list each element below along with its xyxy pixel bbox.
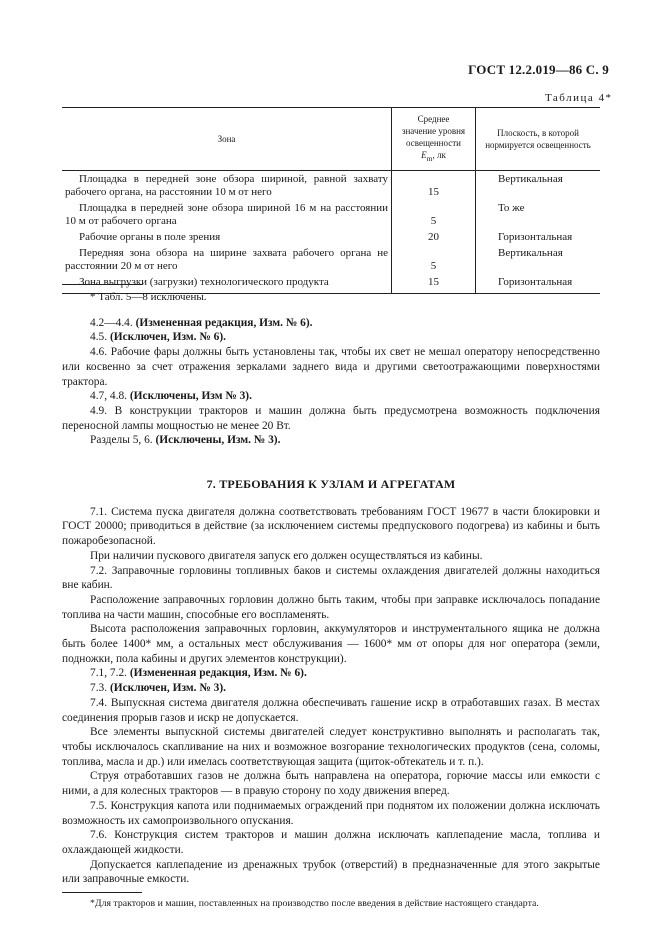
col-header-average-line-4: [395, 149, 472, 165]
table-cell-plane: Вертикальная: [498, 172, 563, 185]
section-7-title: 7. ТРЕБОВАНИЯ К УЗЛАМ И АГРЕГАТАМ: [206, 477, 456, 492]
col-header-average-subscript: m: [426, 153, 433, 163]
footnote: *Для тракторов и машин, поставленных на производство после введения в действие настоящего стандарта.: [90, 898, 539, 910]
paragraph-7-1-7-2-number: 7.1, 7.2.: [90, 667, 130, 680]
paragraph-7-2-b: Расположение заправочных горловин должно быть таким, чтобы при заправке исключалось попадание топлива на части машин, способные его воспламенять.: [62, 593, 600, 621]
table-caption: [545, 92, 611, 104]
paragraph-7-2: 7.2. Заправочные горловины топливных баков и системы охлаждения двигателей должны находиться вне кабин.: [62, 564, 600, 592]
paragraph-4-7-number: 4.7, 4.8.: [90, 390, 130, 403]
paragraph-7-1-7-2-amendment: [62, 666, 600, 681]
table-cell-value: 15: [392, 274, 476, 294]
paragraph-7-4-b: Все элементы выпускной системы двигателей следует конструктивно выполнять и располагать так, чтобы исключалось скапливание на них и возможное возгорание технологических продуктов (сена, соломы, топлива, масла и др.) или имелась соответствующая защита (щиток-обтекатель и т. п.).: [62, 726, 600, 768]
col-header-average-line-2: значение уровня: [401, 126, 466, 136]
footnote-divider: [62, 892, 142, 893]
paragraph-4-2-number: 4.2—4.4.: [90, 316, 136, 329]
table-cell-plane: Горизонтальная: [476, 274, 601, 294]
table-row: [62, 200, 600, 229]
col-header-average-unit: , лк: [432, 150, 446, 160]
table-cell-zone: Рабочие органы в поле зрения: [62, 229, 392, 245]
table-cell-value: 15: [392, 170, 476, 200]
col-header-average-symbol: E: [421, 150, 427, 160]
table-caption-text: Таблица 4: [544, 92, 606, 104]
paragraph-7-1: 7.1. Система пуска двигателя должна соответствовать требованиям ГОСТ 19677 в части блокировки и ГОСТ 20000; приводиться в действие (за исключением системы предпускового подогрева) из кабины и быть пожаробезопасной.: [62, 505, 600, 548]
col-header-zone: Зона: [62, 108, 392, 171]
col-header-plane: Плоскость, в которой нормируется освещенность: [476, 108, 601, 171]
col-header-average-line-3: освещенности: [406, 138, 461, 148]
paragraph-4-7: [62, 389, 600, 404]
paragraph-7-4: 7.4. Выпускная система двигателя должна обеспечивать гашение искр в отработавших газах. В местах соединения прорыв газов и искр не допускается.: [62, 696, 600, 724]
table-cell-zone: Зона выгрузки (загрузки) технологического продукта: [62, 274, 392, 294]
table-cell-plane: То же: [498, 201, 525, 214]
paragraph-7-1-b: При наличии пускового двигателя запуск его должен осуществляться из кабины.: [90, 549, 483, 562]
table-cell-plane: Горизонтальная: [498, 230, 573, 243]
col-header-average-line-1: Среднее: [417, 114, 450, 124]
table-cell-zone: Площадка в передней зоне обзора шириной 16 м на расстоянии 10 м от рабочего органа: [62, 200, 392, 229]
table-note-divider: [62, 284, 142, 285]
paragraph-4-2-amendment: (Измененная редакция, Изм. № 6).: [135, 316, 313, 329]
paragraph-7-1-7-2-note: (Измененная редакция, Изм. № 6).: [129, 667, 307, 680]
table-cell-plane: Вертикальная: [498, 246, 563, 259]
table-cell-zone: Передняя зона обзора на ширине захвата рабочего органа не расстоянии 20 м от него: [62, 245, 392, 274]
table-row: [62, 245, 600, 274]
paragraph-7-3-number: 7.3.: [90, 682, 110, 695]
paragraph-7-3: [62, 681, 600, 696]
paragraph-sections-5-6: [62, 433, 600, 448]
paragraph-7-5: 7.5. Конструкция капота или поднимаемых ограждений при поднятом их положении должна исключать возможность их самопроизвольного опускания.: [62, 799, 600, 827]
table-row: [62, 170, 600, 200]
paragraph-4-5-amendment: (Исключен, Изм. № 6).: [109, 331, 226, 344]
table-header-row: [62, 108, 600, 171]
paragraph-7-2-c: Высота расположения заправочных горловин, аккумуляторов и инструментального ящика не должна быть более 1400* мм, а остальных мест обслуживания — 1600* мм от опоры для ног оператора (земли, подножки, пола кабины и других элементов конструкции).: [62, 623, 600, 665]
table-note: * Табл. 5—8 исключены.: [90, 291, 207, 303]
paragraph-4-5-number: 4.5.: [90, 331, 110, 344]
paragraph-7-4-c: Струя отработавших газов не должна быть направлена на оператора, горючие массы или емкости с ними, а для колесных тракторов — в правую сторону по ходу движения вперед.: [62, 770, 600, 798]
paragraph-4-2: [62, 316, 600, 331]
illumination-table: [62, 107, 600, 294]
paragraph-sections-5-6-number: Разделы 5, 6.: [90, 434, 156, 447]
table-cell-zone: Площадка в передней зоне обзора шириной, равной захвату рабочего органа, на расстоянии 10 м от него: [62, 170, 392, 200]
paragraph-4-5: [62, 330, 600, 345]
table-cell-value: 20: [392, 229, 476, 245]
paragraph-7-6-b: Допускается каплепадение из дренажных трубок (отверстий) в предназначенные для этого закрытые или заправочные емкости.: [62, 858, 600, 886]
paragraph-7-6: 7.6. Конструкция систем тракторов и машин должна исключать каплепадение масла, топлива и охлаждающей жидкости.: [62, 829, 600, 856]
page-header: ГОСТ 12.2.019—86 С. 9: [468, 62, 609, 77]
table-cell-value: 5: [392, 200, 476, 229]
col-header-average: [392, 108, 476, 171]
paragraph-7-3-amendment: (Исключен, Изм. № 3).: [109, 682, 226, 695]
paragraph-4-7-amendment: (Исключены, Изм № 3).: [129, 390, 252, 403]
paragraph-sections-5-6-amendment: (Исключены, Изм. № 3).: [155, 434, 281, 447]
paragraph-4-9: 4.9. В конструкции тракторов и машин должна быть предусмотрена возможность подключения переносной лампы мощностью не менее 20 Вт.: [62, 404, 600, 432]
table-cell-value: 5: [392, 245, 476, 274]
table-caption-mark: *: [605, 92, 611, 104]
document-body: [62, 284, 600, 910]
paragraph-4-6: 4.6. Рабочие фары должны быть установлены так, чтобы их свет не мешал оператору непосредственно или косвенно за счет отражения зеркалами заднего вида и другими светоотражающими поверхностями трактора.: [62, 346, 600, 388]
table-row: [62, 229, 600, 245]
